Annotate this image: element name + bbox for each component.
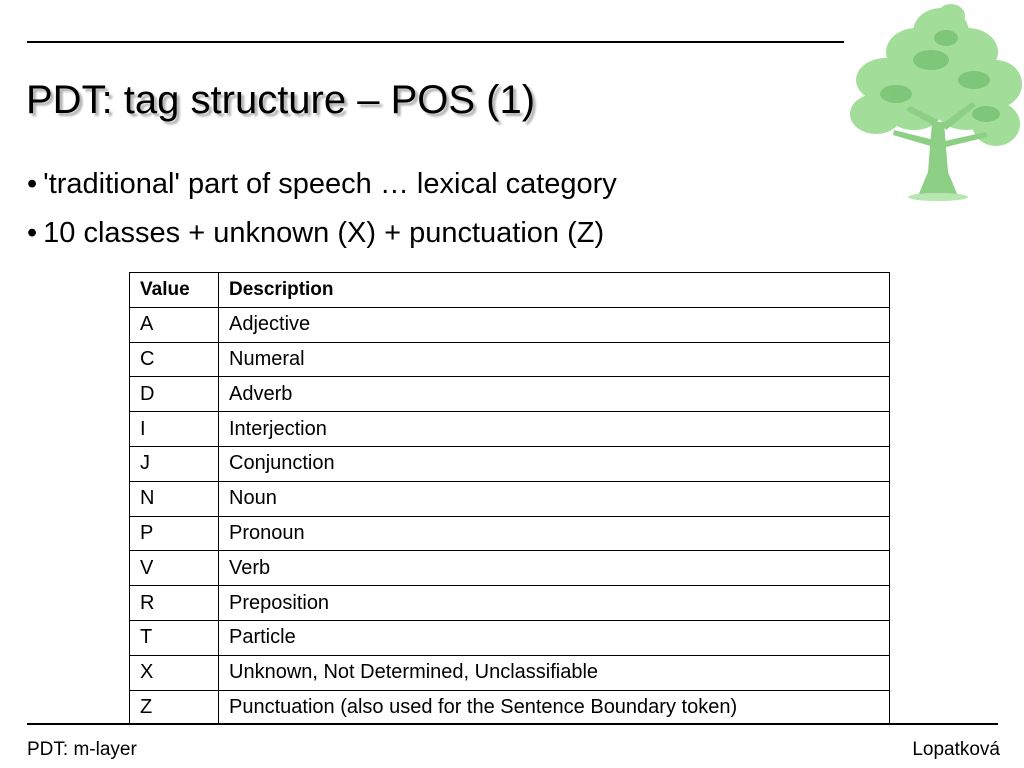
cell-value: N: [130, 481, 219, 516]
cell-value: P: [130, 516, 219, 551]
bullet-dot-icon: •: [27, 168, 38, 200]
table-row: [130, 655, 890, 690]
table-row: [130, 551, 890, 586]
table-row: [130, 481, 890, 516]
tree-icon: [846, 2, 1024, 202]
cell-description: Adjective: [219, 307, 890, 342]
footer-left: PDT: m-layer: [27, 739, 137, 760]
cell-description: Numeral: [219, 342, 890, 377]
column-header-description: Description: [219, 273, 890, 308]
table-row: [130, 377, 890, 412]
cell-value: R: [130, 586, 219, 621]
top-divider: [27, 41, 844, 43]
footer-right: Lopatková: [912, 739, 1000, 760]
cell-description: Verb: [219, 551, 890, 586]
table-row: [130, 446, 890, 481]
table-row: [130, 342, 890, 377]
cell-description: Noun: [219, 481, 890, 516]
bottom-divider: [27, 723, 998, 725]
table-row: [130, 307, 890, 342]
table-row: [130, 586, 890, 621]
bullet-dot-icon: •: [27, 217, 38, 249]
cell-description: Interjection: [219, 412, 890, 447]
cell-description: Conjunction: [219, 446, 890, 481]
cell-description: Preposition: [219, 586, 890, 621]
slide-title: PDT: tag structure – POS (1): [26, 78, 536, 122]
cell-description: Punctuation (also used for the Sentence Boundary token): [219, 690, 890, 725]
cell-value: X: [130, 655, 219, 690]
column-header-value: Value: [130, 273, 219, 308]
cell-value: Z: [130, 690, 219, 725]
cell-value: T: [130, 620, 219, 655]
table-row: [130, 516, 890, 551]
table-row: [130, 412, 890, 447]
cell-description: Pronoun: [219, 516, 890, 551]
bullet-item: [27, 215, 617, 251]
cell-value: V: [130, 551, 219, 586]
bullet-list: [27, 166, 617, 264]
table-header-row: [130, 273, 890, 308]
pos-table: [129, 272, 890, 725]
table-row: [130, 620, 890, 655]
table-row: [130, 690, 890, 725]
cell-value: J: [130, 446, 219, 481]
bullet-text: 10 classes + unknown (X) + punctuation (Z): [43, 217, 605, 249]
cell-description: Adverb: [219, 377, 890, 412]
cell-value: I: [130, 412, 219, 447]
bullet-item: [27, 166, 617, 202]
cell-description: Unknown, Not Determined, Unclassifiable: [219, 655, 890, 690]
bullet-text: 'traditional' part of speech … lexical category: [43, 168, 617, 200]
cell-value: D: [130, 377, 219, 412]
cell-value: A: [130, 307, 219, 342]
cell-description: Particle: [219, 620, 890, 655]
cell-value: C: [130, 342, 219, 377]
